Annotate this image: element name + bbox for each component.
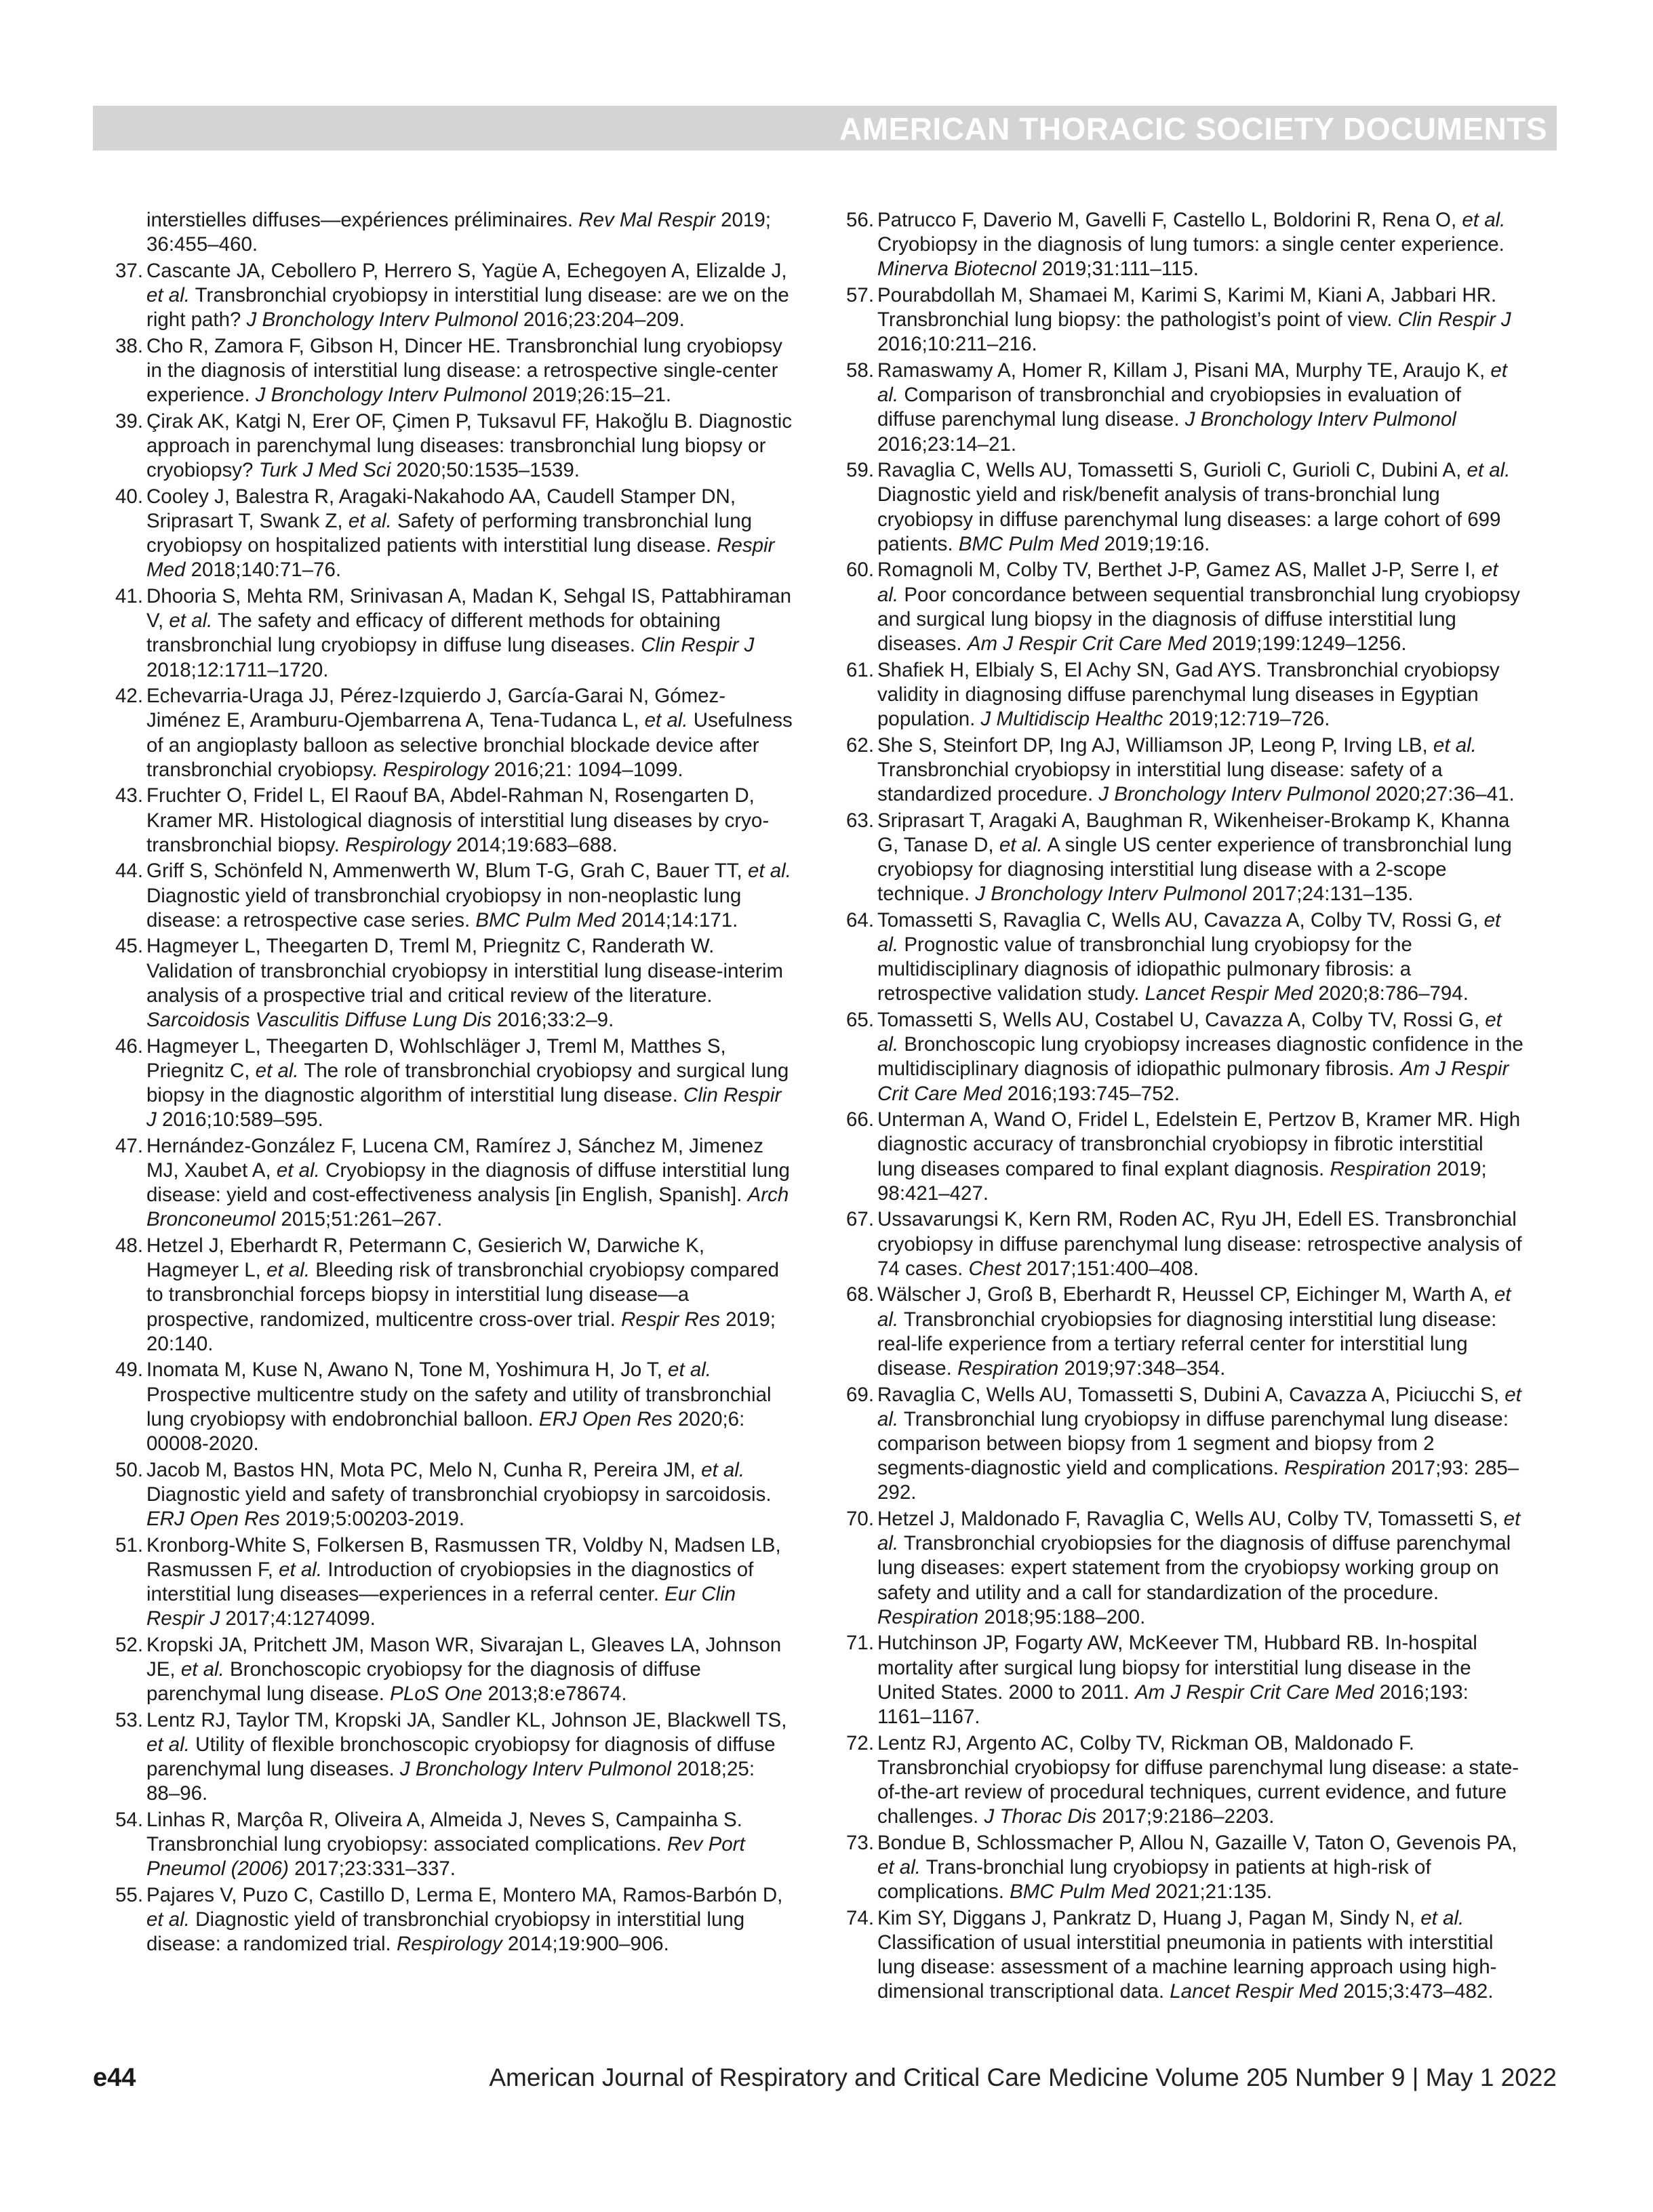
reference-journal: Respir Res [621, 1308, 720, 1331]
reference-item [846, 1283, 1524, 1381]
reference-journal: Lancet Respir Med [1144, 982, 1313, 1005]
reference-et-al: et al. [877, 1508, 1521, 1555]
reference-citation: 2020;6: 00008-2020. [146, 1407, 745, 1455]
reference-journal: Respiration [1330, 1157, 1431, 1180]
reference-text: Dhooria S, Mehta RM, Srinivasan A, Madan K, Sehgal IS, Pattabhiraman V, [146, 585, 792, 632]
reference-number: 42. [115, 685, 144, 708]
reference-number: 56. [846, 209, 875, 231]
reference-et-al: et al. [279, 1558, 323, 1581]
reference-number: 60. [846, 559, 875, 582]
reference-et-al: et al. [877, 1009, 1502, 1056]
reference-et-al: et al. [146, 1733, 190, 1756]
footer-journal-line: American Journal of Respiratory and Critical Care Medicine Volume 205 Number 9 | May 1 2022 [489, 2064, 1557, 2091]
reference-journal: Respiration [877, 1605, 979, 1628]
reference-number: 70. [846, 1508, 875, 1531]
reference-et-al: et al. [877, 908, 1501, 957]
reference-number: 53. [115, 1708, 144, 1731]
reference-citation: 2021;21:135. [1149, 1881, 1273, 1904]
reference-citation: 2014;14:171. [615, 908, 738, 931]
reference-text: Patrucco F, Daverio M, Gavelli F, Castello L, Boldorini R, Rena O, [877, 209, 1462, 231]
reference-text: Tomassetti S, Ravaglia C, Wells AU, Cavazza A, Colby TV, Rossi G, [877, 908, 1484, 931]
reference-et-al: et al. [1433, 733, 1477, 757]
reference-number: 57. [846, 284, 875, 306]
reference-et-al: et al. [146, 1908, 190, 1931]
reference-citation: 2019;97:348–354. [1058, 1357, 1226, 1380]
reference-number: 55. [115, 1884, 144, 1907]
reference-text: Hetzel J, Eberhardt R, Petermann C, Gesierich W, Darwiche K, Hagmeyer L, [146, 1234, 705, 1282]
reference-item [115, 1134, 793, 1232]
reference-number: 64. [846, 908, 875, 931]
reference-number: 44. [115, 860, 144, 883]
reference-number: 74. [846, 1906, 875, 1929]
reference-item [846, 1831, 1524, 1905]
reference-citation: 2017;23:331–337. [288, 1857, 456, 1881]
reference-journal: PLoS One [390, 1683, 483, 1706]
reference-text: Inomata M, Kuse N, Awano N, Tone M, Yoshimura H, Jo T, [146, 1359, 669, 1382]
reference-et-al: et al. [668, 1359, 711, 1382]
reference-title: Diagnostic yield of transbronchial cryobiopsy in non-neoplastic lung disease: a retrospective case series. [146, 884, 742, 931]
reference-title: A single US center experience of transbronchial lung cryobiopsy for diagnosing interstitial lung disease with a 2-scope technique. [877, 833, 1512, 906]
reference-number: 61. [846, 658, 875, 681]
page-number: e44 [93, 2064, 136, 2092]
reference-item [846, 809, 1524, 907]
reference-et-al: et al. [1467, 459, 1511, 482]
reference-journal: Minerva Biotecnol [877, 258, 1037, 281]
reference-item [115, 1234, 793, 1356]
reference-item [846, 1507, 1524, 1630]
reference-number: 38. [115, 334, 144, 357]
reference-title: Classification of usual interstitial pneumonia in patients with interstitial lung disease: assessment of a machine learning approach using high-dimensional transcriptional data. [877, 1931, 1497, 2003]
reference-text: Ravaglia C, Wells AU, Tomassetti S, Gurioli C, Gurioli C, Dubini A, [877, 459, 1467, 482]
reference-text: Hagmeyer L, Theegarten D, Wohlschläger J, Treml M, Matthes S, Priegnitz C, [146, 1034, 726, 1082]
reference-et-al: et al. [255, 1059, 299, 1082]
reference-et-al: et al. [877, 559, 1498, 606]
reference-number: 66. [846, 1108, 875, 1131]
reference-citation: 2017;24:131–135. [1246, 883, 1414, 906]
reference-journal: Lancet Respir Med [1170, 1980, 1338, 2003]
reference-item [115, 1883, 793, 1957]
reference-citation: 2019; 20:140. [146, 1308, 776, 1355]
reference-number: 69. [846, 1383, 875, 1406]
reference-text: Ussavarungsi K, Kern RM, Roden AC, Ryu JH, Edell ES. Transbronchial cryobiopsy in diffuse parenchymal lung disease: retrospective analysis of 74 cases. [877, 1208, 1522, 1280]
reference-citation: 2016;23:14–21. [877, 433, 1017, 456]
reference-citation: 2019;31:111–115. [1036, 258, 1199, 281]
reference-title: Cryobiopsy in the diagnosis of lung tumors: a single center experience. [877, 233, 1505, 256]
reference-journal: Clin Respir J [1397, 308, 1511, 331]
reference-text: Fruchter O, Fridel L, El Raouf BA, Abdel-Rahman N, Rosengarten D, Kramer MR. Histological diagnosis of interstitial lung diseases by cryo-transbronchial biopsy. [146, 784, 770, 856]
reference-citation: 2018;140:71–76. [185, 559, 342, 582]
reference-text: Pourabdollah M, Shamaei M, Karimi S, Karimi M, Kiani A, Jabbari HR. Transbronchial lung biopsy: the pathologist’s point of view. [877, 284, 1497, 331]
reference-text: Lentz RJ, Argento AC, Colby TV, Rickman OB, Maldonado F. Transbronchial cryobiopsy for diffuse parenchymal lung disease: a state-of-the-art review of procedural techniques, current evidence, and future challenges. [877, 1731, 1519, 1828]
reference-et-al: et al. [169, 609, 213, 632]
reference-item [846, 458, 1524, 557]
reference-title: Utility of flexible bronchoscopic cryobiopsy for diagnosis of diffuse parenchymal lung diseases. [146, 1733, 776, 1781]
reference-citation: 2016;10:589–595. [156, 1108, 323, 1131]
reference-journal: Respirology [382, 758, 489, 781]
reference-journal: Clin Respir J [146, 1084, 782, 1131]
reference-text: Cascante JA, Cebollero P, Herrero S, Yagüe A, Echegoyen A, Elizalde J, [146, 259, 787, 282]
reference-item [115, 1358, 793, 1456]
reference-journal: Respir Med [146, 534, 775, 582]
reference-text: Echevarria-Uraga JJ, Pérez-Izquierdo J, García-Garai N, Gómez-Jiménez E, Aramburu-Ojembarrena A, Tena-Tudanca L, [146, 685, 726, 732]
reference-title: Transbronchial cryobiopsies for the diagnosis of diffuse parenchymal lung diseases: expert statement from the cryobiopsy working group on safety and utility and a call for standardization of the procedure. [877, 1532, 1511, 1604]
reference-et-al: et al. [348, 510, 392, 532]
reference-text: Çirak AK, Katgi N, Erer OF, Çimen P, Tuksavul FF, Hakoğlu B. Diagnostic approach in parenchymal lung diseases: transbronchial lung biopsy or cryobiopsy? [146, 409, 793, 482]
reference-item [115, 684, 793, 782]
reference-item [115, 859, 793, 933]
reference-title: Bleeding risk of transbronchial cryobiopsy compared to transbronchial forceps biopsy in interstitial lung disease—a prospective, randomized, multicentre cross-over trial. [146, 1259, 780, 1331]
reference-item [115, 1808, 793, 1882]
reference-citation: 2018;25: 88–96. [146, 1758, 755, 1805]
reference-title: Transbronchial lung cryobiopsy in diffuse parenchymal lung disease: comparison between biopsy from 1 segment and biopsy from 2 segments-diagnostic yield and complications. [877, 1407, 1509, 1480]
reference-text: Hetzel J, Maldonado F, Ravaglia C, Wells AU, Colby TV, Tomassetti S, [877, 1508, 1504, 1531]
reference-journal: Am J Respir Crit Care Med [877, 1058, 1509, 1105]
reference-title: Transbronchial cryobiopsies for diagnosing interstitial lung disease: real-life experience from a tertiary referral center for interstitial lung disease. [877, 1308, 1497, 1380]
reference-text: Sriprasart T, Aragaki A, Baughman R, Wikenheiser-Brokamp K, Khanna G, Tanase D, [877, 809, 1510, 856]
reference-item [115, 1708, 793, 1807]
reference-number: 37. [115, 259, 144, 282]
reference-text: Hutchinson JP, Fogarty AW, McKeever TM, Hubbard RB. In-hospital mortality after surgical lung biopsy for interstitial lung disease in the United States. 2000 to 2011. [877, 1632, 1477, 1704]
reference-journal: Rev Port Pneumol (2006) [146, 1833, 745, 1881]
reference-journal: J Multidiscip Healthc [980, 708, 1163, 731]
reference-text: Griff S, Schönfeld N, Ammenwerth W, Blum T-G, Grah C, Bauer TT, [146, 860, 748, 883]
reference-text: Pajares V, Puzo C, Castillo D, Lerma E, Montero MA, Ramos-Barbón D, [146, 1884, 783, 1907]
reference-number: 63. [846, 809, 875, 832]
reference-number: 50. [115, 1458, 144, 1481]
reference-item [846, 1207, 1524, 1281]
reference-text: Tomassetti S, Wells AU, Costabel U, Cavazza A, Colby TV, Rossi G, [877, 1009, 1486, 1032]
reference-number: 43. [115, 784, 144, 807]
reference-journal: BMC Pulm Med [1010, 1881, 1150, 1904]
reference-number: 52. [115, 1633, 144, 1656]
reference-journal: Respiration [1284, 1457, 1386, 1480]
reference-item [846, 283, 1524, 357]
reference-text: Unterman A, Wand O, Fridel L, Edelstein E, Pertzov B, Kramer MR. High diagnostic accuracy of transbronchial cryobiopsy in fibrotic interstitial lung diseases compared to final explant diagnosis. [877, 1108, 1521, 1180]
reference-text: Kim SY, Diggans J, Pankratz D, Huang J, Pagan M, Sindy N, [877, 1906, 1421, 1929]
reference-number: 49. [115, 1359, 144, 1382]
reference-item [846, 1108, 1524, 1206]
reference-item [115, 934, 793, 1032]
reference-text: Romagnoli M, Colby TV, Berthet J-P, Gamez AS, Mallet J-P, Serre I, [877, 559, 1481, 582]
reference-text: Lentz RJ, Taylor TM, Kropski JA, Sandler KL, Johnson JE, Blackwell TS, [146, 1708, 787, 1731]
reference-item [115, 409, 793, 483]
reference-text: interstielles diffuses—expériences préliminaires. [146, 209, 579, 231]
reference-item [115, 485, 793, 583]
reference-journal: Turk J Med Sci [258, 459, 391, 482]
reference-journal: BMC Pulm Med [958, 532, 1099, 555]
reference-et-al: et al. [1420, 1906, 1465, 1929]
reference-citation: 2019;5:00203-2019. [279, 1508, 465, 1531]
reference-text: Linhas R, Marçôa R, Oliveira A, Almeida J, Neves S, Campainha S. Transbronchial lung cryobiopsy: associated complications. [146, 1809, 742, 1856]
reference-title: Usefulness of an angioplasty balloon as selective bronchial blockade device after transbronchial cryobiopsy. [146, 709, 793, 781]
reference-citation: 2019;19:16. [1098, 532, 1210, 555]
reference-title: Poor concordance between sequential transbronchial lung cryobiopsy and surgical lung biopsy in the diagnosis of diffuse interstitial lung diseases. [877, 583, 1520, 656]
reference-item [846, 908, 1524, 1007]
reference-et-al: et al. [1462, 209, 1506, 231]
reference-et-al: et al. [877, 1383, 1521, 1430]
reference-journal: ERJ Open Res [538, 1407, 673, 1430]
reference-citation: 2017;9:2186–2203. [1096, 1805, 1275, 1828]
reference-journal: Chest [968, 1257, 1021, 1280]
reference-item [846, 359, 1524, 457]
reference-journal: Respirology [344, 833, 451, 856]
reference-citation: 2016;21: 1094–1099. [488, 758, 683, 781]
reference-citation: 2016;10:211–216. [877, 333, 1037, 356]
reference-number: 73. [846, 1831, 875, 1854]
header-bar [93, 106, 1557, 150]
reference-item [115, 259, 793, 333]
reference-journal: Am J Respir Crit Care Med [1134, 1681, 1374, 1704]
reference-citation: 2017;93: 285–292. [877, 1457, 1519, 1504]
reference-text: Bondue B, Schlossmacher P, Allou N, Gazaille V, Taton O, Gevenois PA, [877, 1831, 1517, 1854]
reference-citation: 2020;8:786–794. [1313, 982, 1469, 1005]
reference-journal: Eur Clin Respir J [146, 1583, 736, 1630]
reference-number: 58. [846, 359, 875, 382]
reference-number: 62. [846, 733, 875, 757]
reference-journal: Clin Respir J [641, 634, 755, 657]
reference-text: Ravaglia C, Wells AU, Tomassetti S, Dubini A, Cavazza A, Piciucchi S, [877, 1383, 1505, 1406]
reference-citation: 2018;12:1711–1720. [146, 658, 329, 681]
reference-number: 65. [846, 1009, 875, 1032]
reference-et-al: et al. [999, 833, 1043, 856]
reference-item [846, 208, 1524, 282]
reference-item [115, 1034, 793, 1133]
reference-item [846, 733, 1524, 807]
reference-item [115, 334, 793, 408]
reference-text: Hagmeyer L, Theegarten D, Treml M, Priegnitz C, Randerath W. Validation of transbronchial cryobiopsy in interstitial lung disease-interim analysis of a prospective trial and critical review of the literature. [146, 935, 784, 1007]
reference-title: Trans-bronchial lung cryobiopsy in patients at high-risk of complications. [877, 1856, 1431, 1904]
reference-et-al: et al. [180, 1658, 224, 1681]
reference-journal: J Thorac Dis [984, 1805, 1097, 1828]
reference-title: Bronchoscopic lung cryobiopsy increases diagnostic confidence in the multidisciplinary diagnosis of idiopathic pulmonary fibrosis. [877, 1033, 1523, 1081]
reference-journal: ERJ Open Res [146, 1508, 280, 1531]
reference-journal: J Bronchology Interv Pulmonol [1184, 408, 1456, 431]
reference-citation: 2019;199:1249–1256. [1206, 632, 1407, 656]
reference-journal: Rev Mal Respir [578, 209, 715, 231]
reference-column-left [115, 208, 793, 1958]
reference-item [846, 1383, 1524, 1506]
reference-citation: 2016;193:745–752. [1001, 1082, 1180, 1105]
reference-citation: 2018;95:188–200. [978, 1605, 1146, 1628]
reference-journal: J Bronchology Interv Pulmonol [1098, 783, 1370, 806]
reference-number: 39. [115, 409, 144, 433]
reference-item [846, 1008, 1524, 1106]
reference-et-al: et al. [276, 1159, 320, 1182]
reference-item [846, 1631, 1524, 1729]
reference-item [846, 1731, 1524, 1830]
reference-item [115, 1533, 793, 1632]
reference-number: 47. [115, 1134, 144, 1157]
reference-number: 71. [846, 1632, 875, 1655]
reference-title: Prospective multicentre study on the safety and utility of transbronchial lung cryobiopsy with endobronchial balloon. [146, 1383, 772, 1430]
reference-citation: 2019; 36:455–460. [146, 209, 771, 256]
reference-title: Cryobiopsy in the diagnosis of diffuse interstitial lung disease: yield and cost-effectiveness analysis [in English, Spanish]. [146, 1159, 790, 1207]
reference-citation: 2015;51:261–267. [275, 1208, 443, 1231]
reference-journal: J Bronchology Interv Pulmonol [246, 308, 518, 331]
reference-number: 48. [115, 1234, 144, 1258]
reference-et-al: et al. [644, 709, 688, 732]
reference-title: Diagnostic yield of transbronchial cryobiopsy in interstitial lung disease: a randomized trial. [146, 1908, 745, 1956]
reference-title: Prognostic value of transbronchial lung cryobiopsy for the multidisciplinary diagnosis of idiopathic pulmonary fibrosis: a retrospective validation study. [877, 933, 1412, 1005]
reference-item [115, 584, 793, 683]
reference-number: 46. [115, 1034, 144, 1058]
reference-item [846, 658, 1524, 732]
reference-title: Safety of performing transbronchial lung cryobiopsy on hospitalized patients with interstitial lung disease. [146, 510, 753, 557]
reference-citation: 2015;3:473–482. [1337, 1980, 1494, 2003]
reference-item [115, 1458, 793, 1532]
reference-et-al: et al. [747, 860, 791, 883]
reference-citation: 2019;26:15–21. [526, 384, 672, 407]
reference-text: She S, Steinfort DP, Ing AJ, Williamson JP, Leong P, Irving LB, [877, 733, 1433, 757]
reference-et-al: et al. [877, 1283, 1511, 1331]
reference-title: Introduction of cryobiopsies in the diagnostics of interstitial lung diseases—experiences in a referral center. [146, 1558, 754, 1606]
reference-item [846, 1906, 1524, 2005]
reference-citation: 2017;151:400–408. [1020, 1257, 1199, 1280]
reference-item [115, 784, 793, 858]
running-header-title: AMERICAN THORACIC SOCIETY DOCUMENTS [839, 111, 1547, 146]
reference-text: Kropski JA, Pritchett JM, Mason WR, Sivarajan L, Gleaves LA, Johnson JE, [146, 1633, 782, 1681]
reference-et-al: et al. [877, 359, 1507, 407]
reference-journal: Sarcoidosis Vasculitis Diffuse Lung Dis [146, 1009, 492, 1032]
reference-citation: 2020;50:1535–1539. [391, 459, 580, 482]
reference-citation: 2017;4:1274099. [220, 1607, 376, 1630]
reference-item [115, 1633, 793, 1707]
reference-title: Comparison of transbronchial and cryobiopsies in evaluation of diffuse parenchymal lung disease. [877, 384, 1461, 431]
reference-citation: 2016;33:2–9. [491, 1009, 614, 1032]
reference-text: Hernández-González F, Lucena CM, Ramírez J, Sánchez M, Jimenez MJ, Xaubet A, [146, 1134, 763, 1182]
reference-journal: J Bronchology Interv Pulmonol [399, 1758, 671, 1781]
reference-citation: 2020;27:36–41. [1370, 783, 1515, 806]
reference-text: Jacob M, Bastos HN, Mota PC, Melo N, Cunha R, Pereira JM, [146, 1458, 702, 1481]
reference-number: 59. [846, 459, 875, 482]
reference-title: The role of transbronchial cryobiopsy and surgical lung biopsy in the diagnostic algorithm of interstitial lung disease. [146, 1059, 789, 1107]
reference-citation: 2014;19:900–906. [502, 1933, 669, 1956]
reference-number: 51. [115, 1533, 144, 1556]
reference-et-al: et al. [877, 1856, 921, 1879]
reference-number: 54. [115, 1809, 144, 1832]
reference-citation: 2019; 98:421–427. [877, 1157, 1487, 1205]
reference-title: The safety and efficacy of different methods for obtaining transbronchial lung cryobiopsy in diffuse lung diseases. [146, 609, 721, 657]
reference-title: Diagnostic yield and safety of transbronchial cryobiopsy in sarcoidosis. [146, 1483, 772, 1506]
reference-journal: Respirology [396, 1933, 502, 1956]
reference-continuation [115, 208, 793, 257]
reference-number: 40. [115, 485, 144, 508]
reference-journal: J Bronchology Interv Pulmonol [975, 883, 1247, 906]
reference-title: Transbronchial cryobiopsy in interstitial lung disease: are we on the right path? [146, 284, 789, 331]
reference-et-al: et al. [266, 1259, 311, 1282]
reference-text: Wälscher J, Groß B, Eberhardt R, Heussel CP, Eichinger M, Warth A, [877, 1283, 1494, 1306]
reference-journal: J Bronchology Interv Pulmonol [255, 384, 527, 407]
reference-et-al: et al. [146, 284, 190, 306]
reference-number: 68. [846, 1283, 875, 1306]
reference-text: Cooley J, Balestra R, Aragaki-Nakahodo AA, Caudell Stamper DN, Sriprasart T, Swank Z, [146, 485, 736, 532]
reference-title: Diagnostic yield and risk/benefit analysis of trans-bronchial lung cryobiopsy in diffuse parenchymal lung diseases: a large cohort of 699 patients. [877, 483, 1501, 555]
reference-journal: BMC Pulm Med [475, 908, 616, 931]
reference-et-al: et al. [701, 1458, 745, 1481]
reference-journal: Arch Bronconeumol [146, 1184, 789, 1231]
reference-column-right [846, 208, 1524, 2006]
reference-text: Kronborg-White S, Folkersen B, Rasmussen TR, Voldby N, Madsen LB, Rasmussen F, [146, 1533, 781, 1581]
reference-title: Bronchoscopic cryobiopsy for the diagnosis of diffuse parenchymal lung disease. [146, 1658, 701, 1706]
reference-citation: 2016;23:204–209. [517, 308, 685, 331]
reference-citation: 2014;19:683–688. [450, 833, 618, 856]
reference-citation: 2016;193: 1161–1167. [877, 1681, 1469, 1729]
reference-item [846, 558, 1524, 656]
reference-text: Cho R, Zamora F, Gibson H, Dincer HE. Transbronchial lung cryobiopsy in the diagnosis of interstitial lung disease: a retrospective single-center experience. [146, 334, 782, 407]
reference-citation: 2013;8:e78674. [482, 1683, 627, 1706]
reference-text: Ramaswamy A, Homer R, Killam J, Pisani MA, Murphy TE, Araujo K, [877, 359, 1491, 382]
reference-number: 45. [115, 935, 144, 958]
reference-title: Transbronchial cryobiopsy in interstitial lung disease: safety of a standardized procedure. [877, 758, 1443, 806]
reference-journal: Am J Respir Crit Care Med [967, 632, 1207, 656]
reference-journal: Respiration [957, 1357, 1059, 1380]
reference-number: 41. [115, 585, 144, 607]
reference-citation: 2019;12:719–726. [1163, 708, 1330, 731]
reference-number: 67. [846, 1208, 875, 1231]
reference-number: 72. [846, 1731, 875, 1754]
reference-text: Shafiek H, Elbialy S, El Achy SN, Gad AYS. Transbronchial cryobiopsy validity in diagnosing diffuse parenchymal lung diseases in Egyptian population. [877, 658, 1500, 731]
